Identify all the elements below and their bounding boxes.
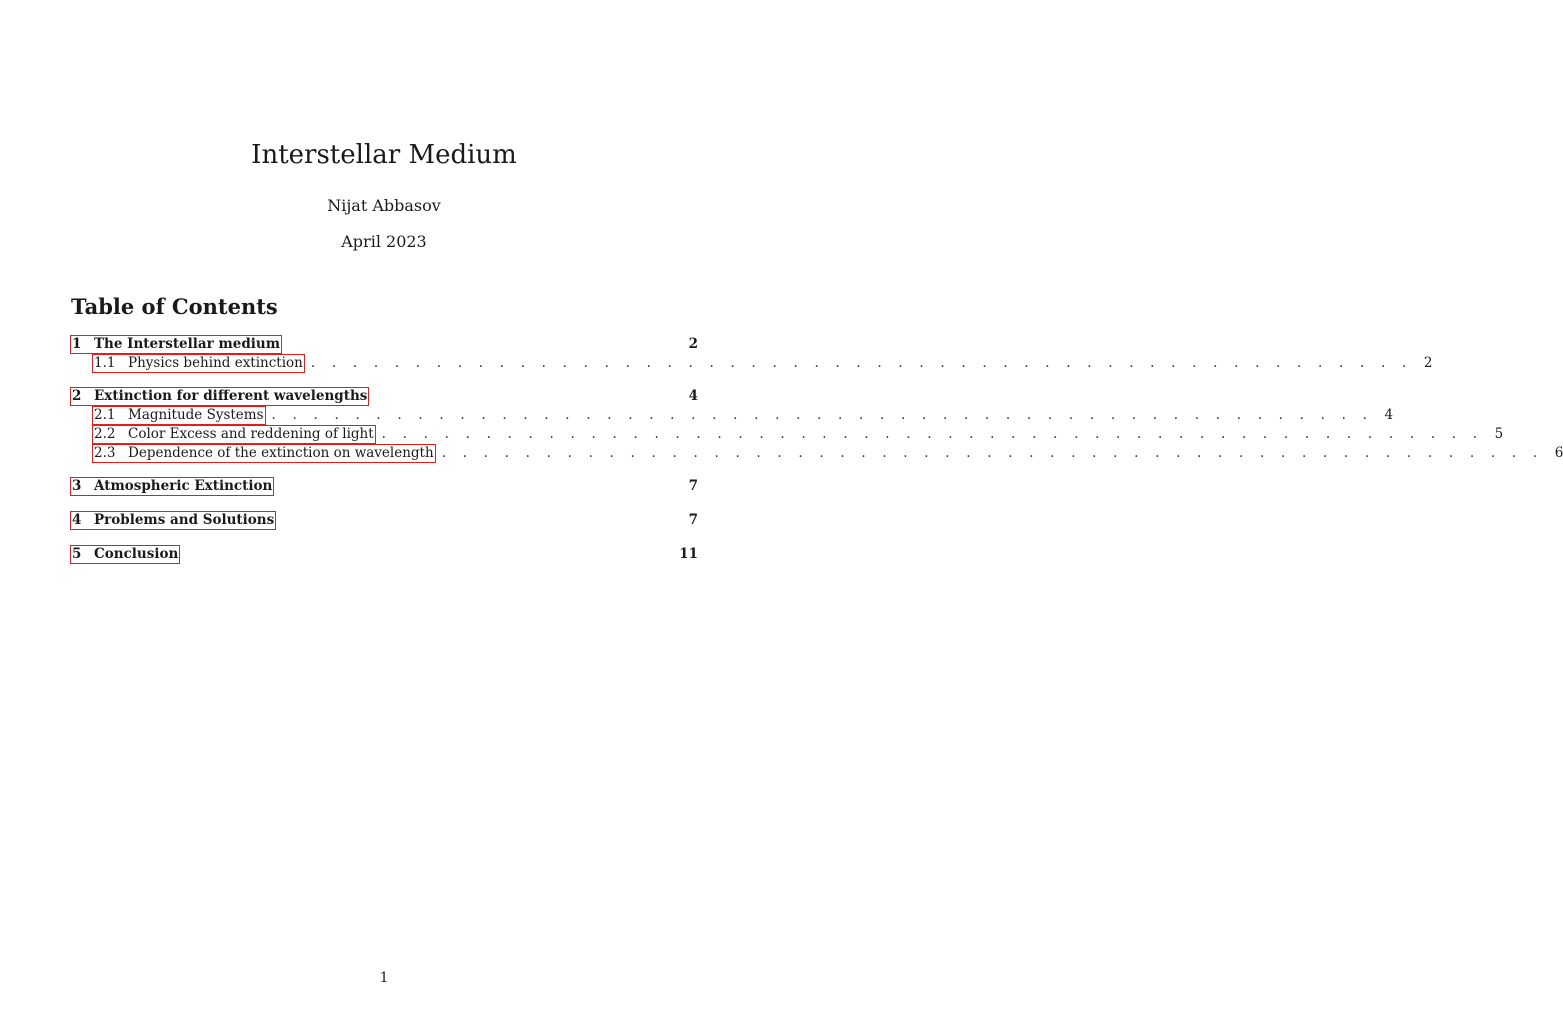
toc-entry-section-5 [70,545,698,564]
toc-link-subsection-2-2[interactable] [92,425,376,444]
toc-label: Color Excess and reddening of light [128,426,374,442]
toc-entry-section-3 [70,477,698,496]
toc-label: Extinction for different wavelengths [94,388,368,404]
toc-label: Dependence of the extinction on wavelength [128,445,434,461]
toc-number: 2.1 [94,407,116,423]
document-date: April 2023 [341,232,427,251]
toc-number: 2.3 [94,445,116,461]
toc-number: 1 [72,336,82,352]
toc-link-subsection-2-1[interactable] [92,406,266,425]
toc-page-number: 2 [1423,355,1433,371]
toc-entry-section-4 [70,511,698,530]
toc-label: Physics behind extinction [128,355,303,371]
toc-link-section-1[interactable] [70,335,282,354]
document-title: Interstellar Medium [251,140,517,170]
toc-link-section-4[interactable] [70,511,276,530]
toc-page-number: 4 [688,388,698,404]
toc-number: 5 [72,546,82,562]
toc-label: Problems and Solutions [94,512,275,528]
toc-number: 3 [72,478,82,494]
toc-label: The Interstellar medium [94,336,281,352]
toc-entry-section-2 [70,387,698,406]
toc-entry-subsection-2-2 [92,425,1504,444]
toc-number: 2 [72,388,82,404]
toc-page-number: 7 [688,512,698,528]
toc-label: Atmospheric Extinction [94,478,273,494]
toc-dot-leaders: . . . . . . . . . . . . . . . . . . . . . . . . . . . . . . . . . . . . . . . . . . . . . . . . . . . . . [271,407,1374,423]
toc-dot-leaders: . . . . . . . . . . . . . . . . . . . . . . . . . . . . . . . . . . . . . . . . . . . . . . . . . . . . . [381,426,1484,442]
toc-link-section-3[interactable] [70,477,274,496]
toc-page-number: 11 [679,546,698,562]
toc-entry-subsection-2-1 [92,406,1394,425]
toc-label: Conclusion [94,546,179,562]
toc-page-number: 7 [688,478,698,494]
toc-label: Magnitude Systems [128,407,264,423]
toc-link-section-2[interactable] [70,387,369,406]
toc-link-subsection-1-1[interactable] [92,354,305,373]
toc-entry-subsection-1-1 [92,354,1433,373]
toc-link-subsection-2-3[interactable] [92,444,436,463]
toc-link-section-5[interactable] [70,545,180,564]
toc-heading: Table of Contents [71,294,278,319]
toc-dot-leaders: . . . . . . . . . . . . . . . . . . . . . . . . . . . . . . . . . . . . . . . . . . . . . . . . . . . . . [441,445,1544,461]
page-number: 1 [379,970,389,986]
toc-number: 1.1 [94,355,116,371]
toc-number: 2.2 [94,426,116,442]
toc-number: 4 [72,512,82,528]
toc-page-number: 5 [1494,426,1504,442]
toc-entry-subsection-2-3 [92,444,1563,463]
toc-page-number: 4 [1384,407,1394,423]
toc-dot-leaders: . . . . . . . . . . . . . . . . . . . . . . . . . . . . . . . . . . . . . . . . . . . . . . . . . . . . . [310,355,1413,371]
toc-page-number: 2 [688,336,698,352]
toc-entry-section-1 [70,335,698,354]
toc-page-number: 6 [1554,445,1563,461]
document-author: Nijat Abbasov [327,196,441,215]
